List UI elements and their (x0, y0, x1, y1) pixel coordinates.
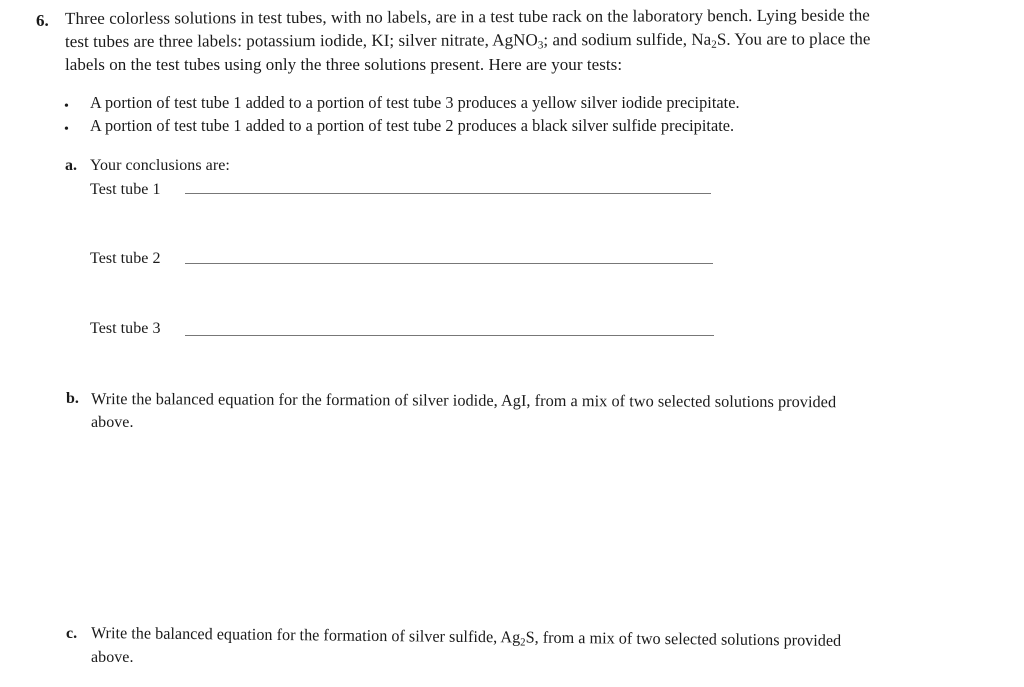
part-c-line-1-a: Write the balanced equation for the formation of silver sulfide, Ag (90, 623, 521, 647)
part-c-prompt-line-1 (91, 623, 841, 651)
part-c-line-1-b: S, from a mix of two selected solutions provided (525, 627, 842, 650)
intro-line-2-c: S. You are to place the (716, 29, 871, 49)
intro-line-3: labels on the test tubes using only the three solutions present. Here are your tests: (65, 55, 623, 74)
test-tube-3-label: Test tube 3 (90, 320, 161, 337)
intro-line-1: Three colorless solutions in test tubes, with no labels, are in a test tube rack on the laboratory bench. Lying beside the (64, 5, 870, 28)
part-c-prompt-line-2: above. (91, 649, 134, 666)
subscript-2: 2 (711, 38, 717, 51)
test-bullet-1: A portion of test tube 1 added to a portion of test tube 3 produces a yellow silver iodide precipitate. (90, 93, 740, 112)
intro-line-2-a: test tubes are three labels: potassium iodide, KI; silver nitrate, AgNO (64, 30, 538, 51)
bullet-icon: • (64, 99, 69, 114)
intro-line-2-b: ; and sodium sulfide, Na (543, 29, 712, 50)
test-bullet-2: A portion of test tube 1 added to a portion of test tube 2 produces a black silver sulfide precipitate. (90, 116, 735, 135)
part-a-label: a. (65, 157, 77, 174)
bullet-icon: • (64, 122, 69, 137)
test-tube-3-answer-line[interactable] (185, 335, 714, 336)
test-tube-1-label: Test tube 1 (90, 181, 161, 198)
test-tube-2-answer-line[interactable] (185, 263, 713, 264)
test-tube-2-label: Test tube 2 (90, 250, 161, 267)
subscript-2: 2 (520, 636, 526, 649)
test-tube-1-answer-line[interactable] (185, 193, 711, 194)
part-b-label: b. (66, 390, 79, 407)
part-b-prompt-line-1: Write the balanced equation for the formation of silver iodide, AgI, from a mix of two selected solutions provided (90, 389, 837, 412)
part-a-prompt: Your conclusions are: (90, 157, 230, 174)
part-b-answer-area[interactable] (91, 440, 991, 610)
part-c-label: c. (66, 625, 78, 642)
intro-line-2 (65, 29, 871, 52)
question-number: 6. (36, 11, 49, 30)
subscript-3: 3 (537, 39, 544, 52)
part-b-prompt-line-2: above. (91, 414, 134, 431)
